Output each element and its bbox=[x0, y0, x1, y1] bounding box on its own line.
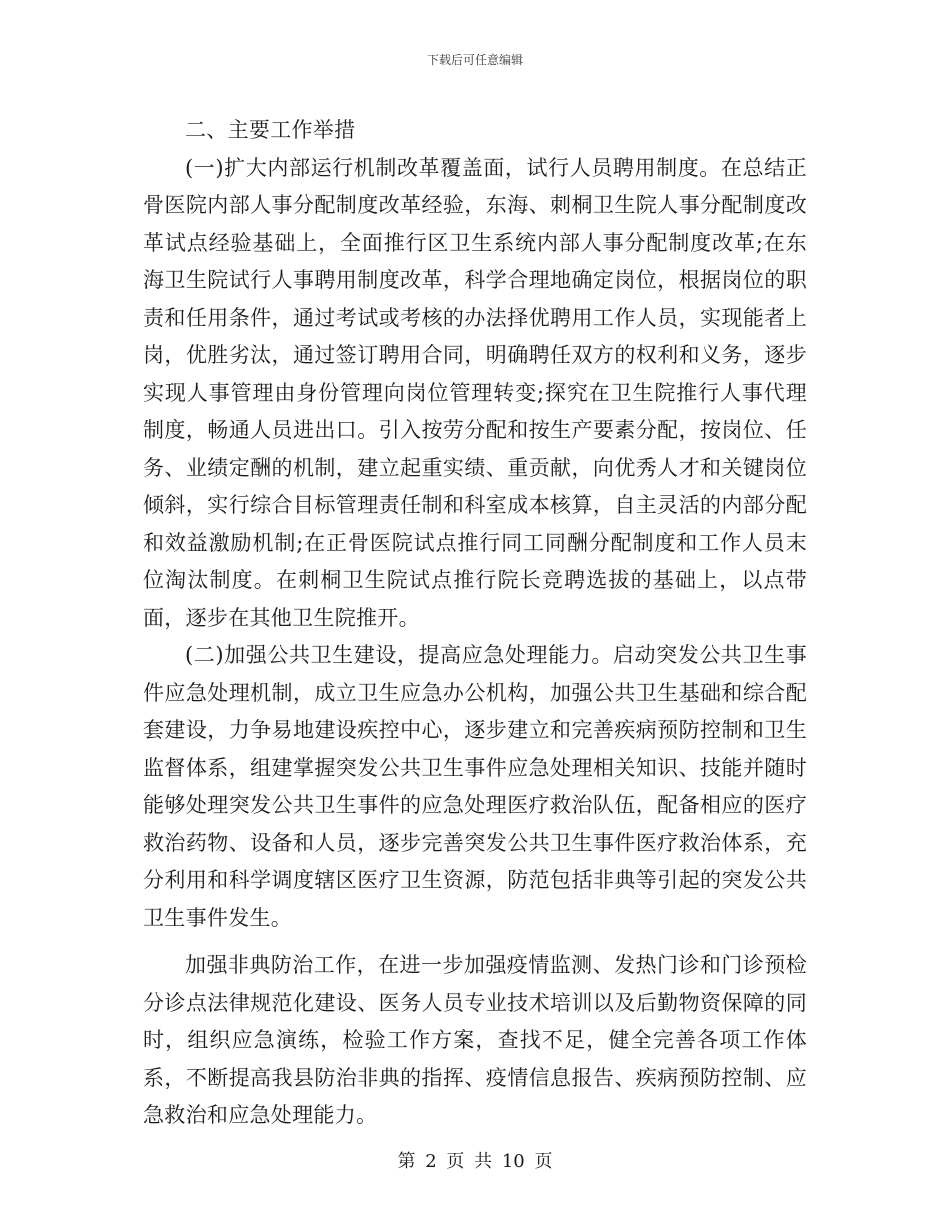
page-header: 下载后可任意编辑 bbox=[426, 53, 523, 67]
document-body bbox=[143, 112, 807, 1135]
paragraph-personnel-reform: (一)扩大内部运行机制改革覆盖面，试行人员聘用制度。在总结正骨医院内部人事分配制度改革经验，东海、刺桐卫生院人事分配制度改革试点经验基础上，全面推行区卫生系统内部人事分配制度改革;在东海卫生院试行人事聘用制度改革，科学合理地确定岗位，根据岗位的职责和任用条件，通过考试或考核的办法择优聘用工作人员，实现能者上岗，优胜劣汰，通过签订聘用合同，明确聘任双方的权利和义务，逐步实现人事管理由身份管理向岗位管理转变;探究在卫生院推行人事代理制度，畅通人员进出口。引入按劳分配和按生产要素分配，按岗位、任务、业绩定酬的机制，建立起重实绩、重贡献，向优秀人才和关键岗位倾斜，实行综合目标管理责任制和科室成本核算，自主灵活的内部分配和效益激励机制;在正骨医院试点推行同工同酬分配制度和工作人员末位淘汰制度。在刺桐卫生院试点推行院长竞聘选拔的基础上，以点带面，逐步在其他卫生院推开。 bbox=[143, 155, 807, 630]
paragraph-sars-prevention: 加强非典防治工作，在进一步加强疫情监测、发热门诊和门诊预检分诊点法律规范化建设、医务人员专业技术培训以及后勤物资保障的同时，组织应急演练，检验工作方案，查找不足，健全完善各项工作体系，不断提高我县防治非典的指挥、疫情信息报告、疾病预防控制、应急救治和应急处理能力。 bbox=[143, 953, 807, 1127]
page-number: 第 2 页 共 10 页 bbox=[397, 1151, 553, 1172]
section-heading: 二、主要工作举措 bbox=[185, 118, 356, 142]
paragraph-public-health: (二)加强公共卫生建设，提高应急处理能力。启动突发公共卫生事件应急处理机制，成立卫生应急办公机构，加强公共卫生基础和综合配套建设，力争易地建设疾控中心，逐步建立和完善疾病预防控制和卫生监督体系，组建掌握突发公共卫生事件应急处理相关知识、技能并随时能够处理突发公共卫生事件的应急处理医疗救治队伍，配备相应的医疗救治药物、设备和人员，逐步完善突发公共卫生事件医疗救治体系，充分利用和科学调度辖区医疗卫生资源，防范包括非典等引起的突发公共卫生事件发生。 bbox=[143, 643, 807, 930]
